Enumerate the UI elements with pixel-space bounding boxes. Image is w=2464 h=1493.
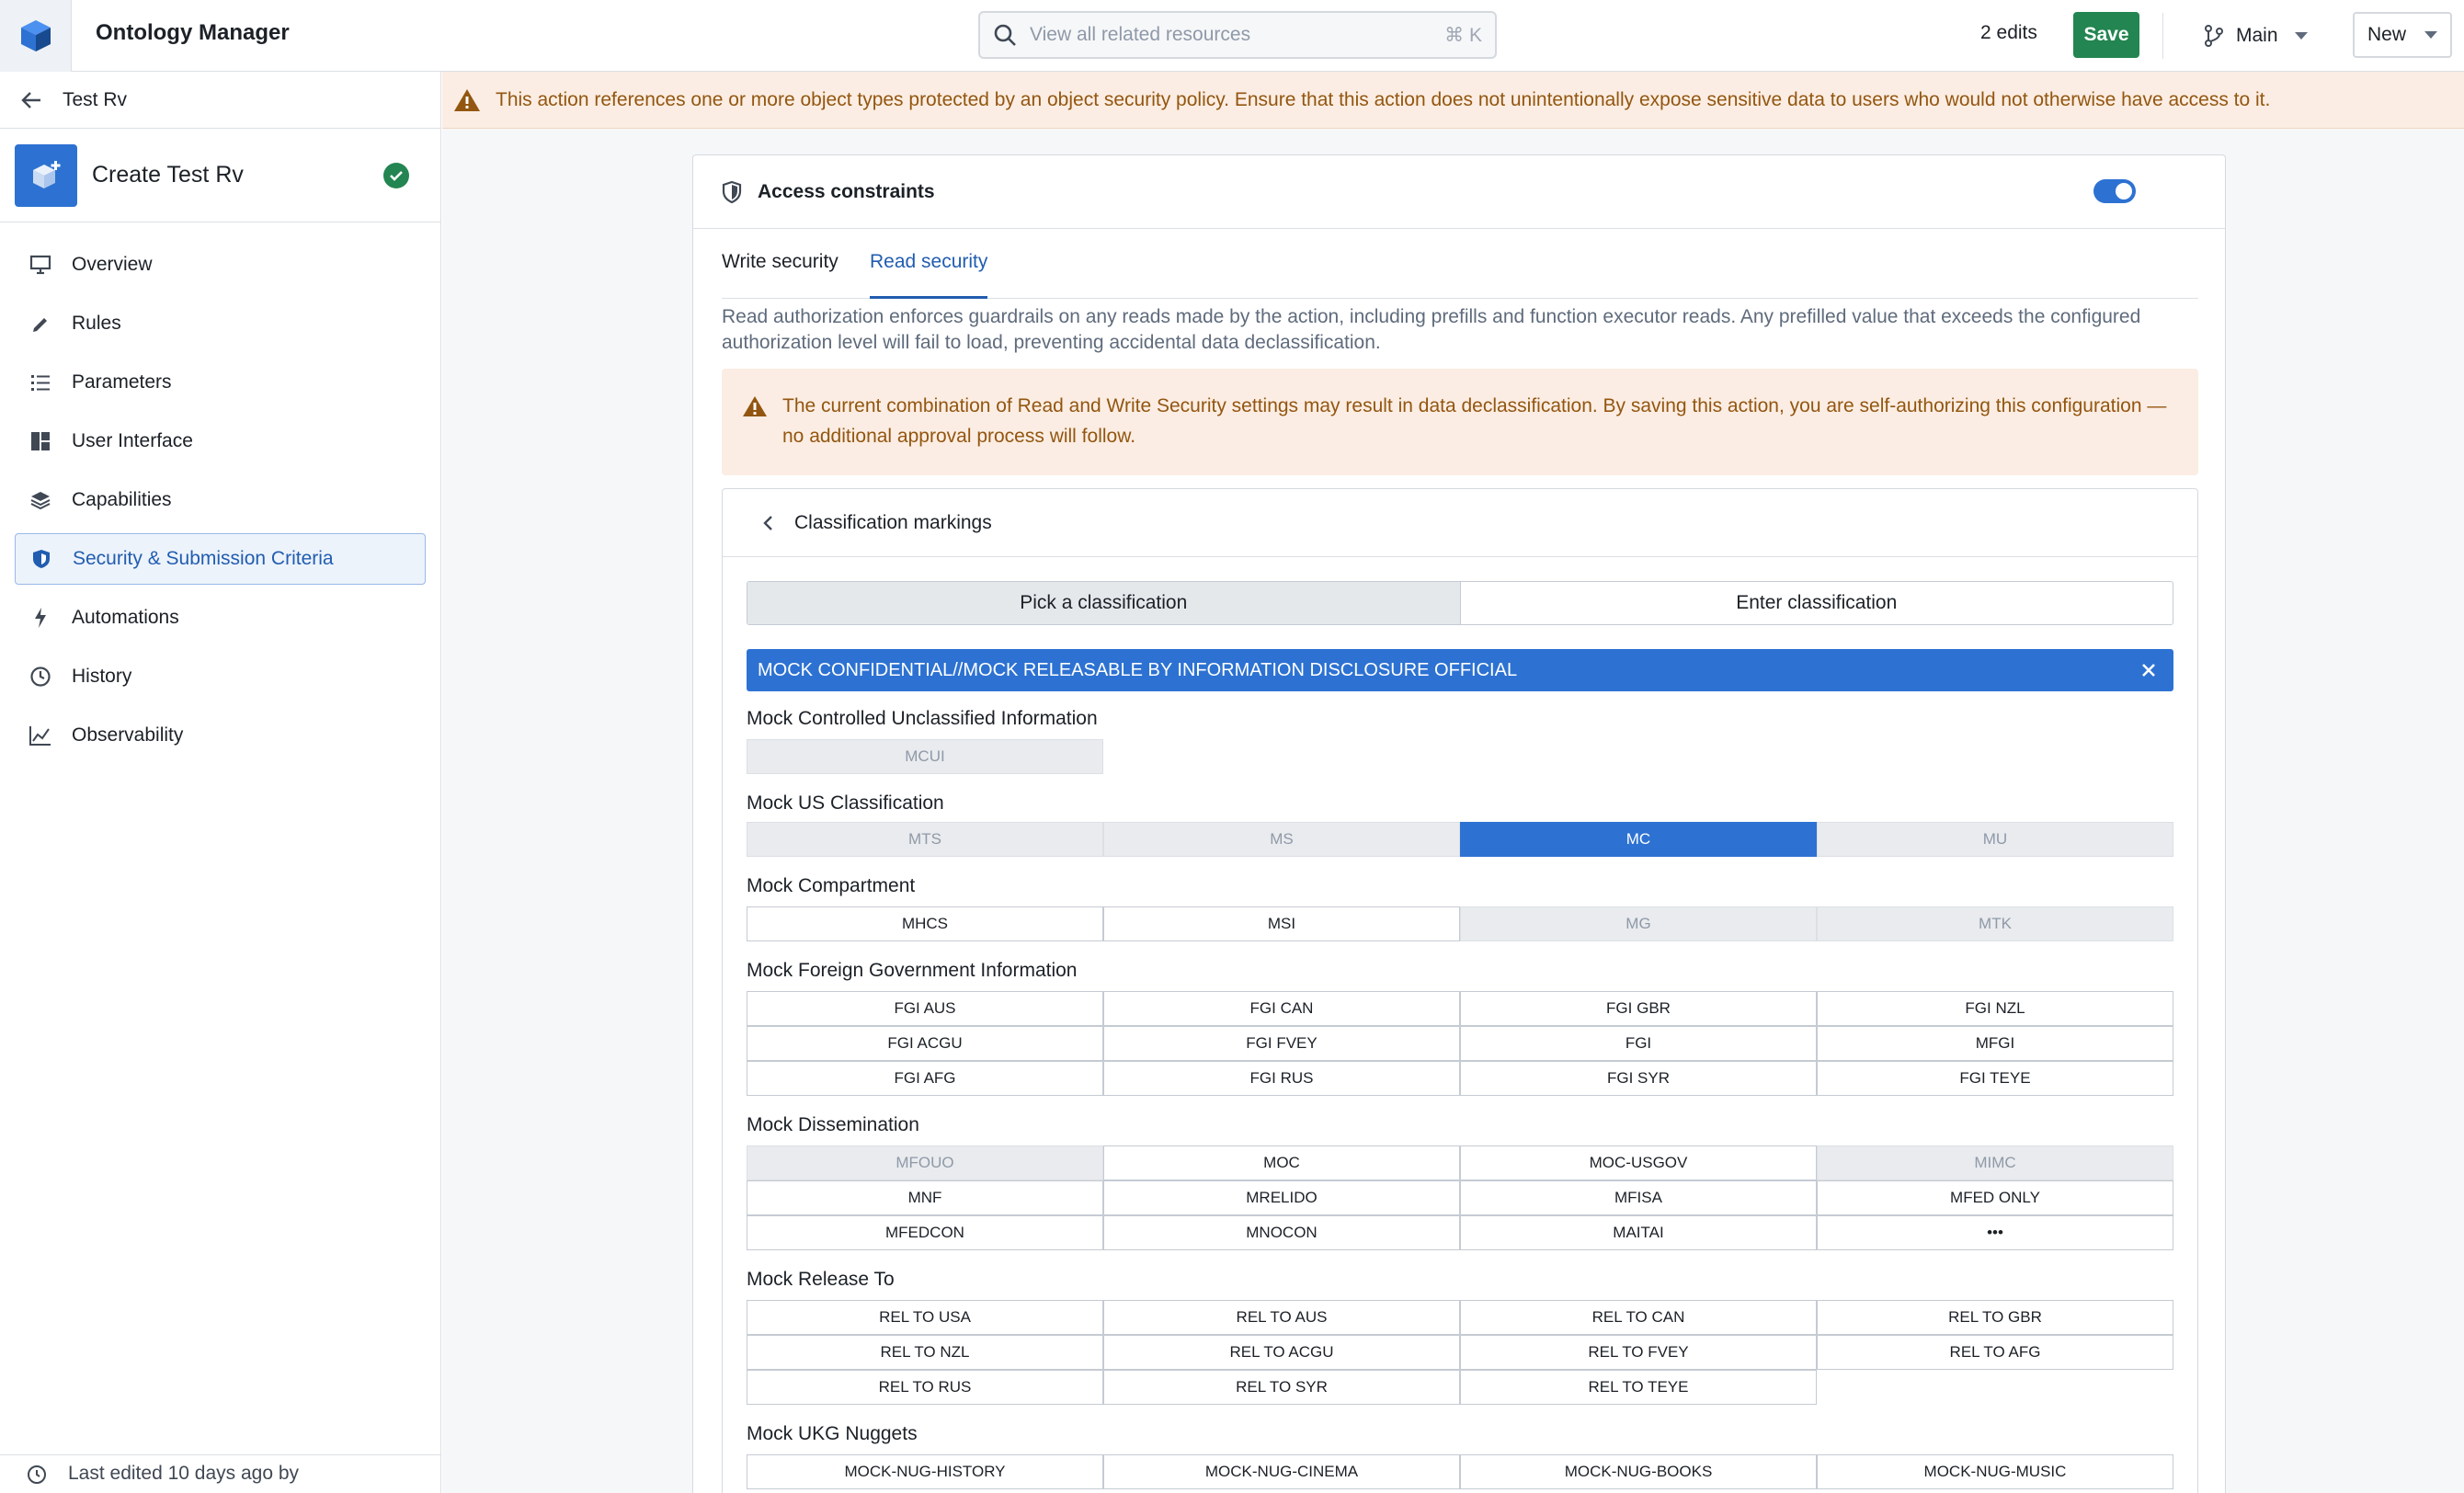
marking-option[interactable]: MTS [747,822,1103,857]
marking-option[interactable]: FGI GBR [1460,991,1817,1026]
sidebar-item-user-interface[interactable] [15,416,426,467]
layout-icon [28,428,53,454]
marking-option[interactable]: FGI AUS [747,991,1103,1026]
marking-option[interactable]: MIMC [1817,1145,2173,1180]
search-input[interactable] [978,11,1497,59]
marking-option[interactable]: MCUI [747,739,1103,774]
security-banner [442,72,2464,129]
group-label-cui: Mock Controlled Unclassified Information [747,708,1098,729]
group-label-dissem: Mock Dissemination [747,1114,919,1135]
marking-option[interactable]: MHCS [747,906,1103,941]
sidebar-item-label: Overview [72,254,153,275]
marking-option[interactable]: REL TO RUS [747,1370,1103,1405]
marking-option[interactable]: FGI NZL [1817,991,2173,1026]
marking-option[interactable]: FGI FVEY [1103,1026,1460,1061]
marking-option[interactable]: MG [1460,906,1817,941]
banner-text: This action references one or more object types protected by an object security policy. Ensure that this action does not unintentionally expose sensitive data to users who would not otherwise have access to it. [496,88,2271,110]
sidebar [0,72,441,1493]
marking-option[interactable]: MOC [1103,1145,1460,1180]
marking-option[interactable]: REL TO FVEY [1460,1335,1817,1370]
sidebar-item-capabilities[interactable] [15,474,426,526]
marking-option[interactable]: REL TO AFG [1817,1335,2173,1370]
sidebar-item-label: Rules [72,313,121,334]
app-title: Ontology Manager [96,20,290,45]
tab-read-security[interactable]: Read security [870,251,987,299]
read-security-description: Read authorization enforces guardrails on any reads made by the action, including prefills and function executor reads. Any prefilled value that exceeds the configured authorization level will fail to load, preventing accidental data declassification. [722,306,2141,353]
marking-option[interactable]: MTK [1817,906,2173,941]
last-edited-text: Last edited 10 days ago by [68,1463,300,1484]
pencil-icon [28,311,53,336]
pick-classification-option[interactable]: Pick a classification [747,582,1461,624]
chevron-down-icon [2424,31,2437,39]
git-branch-icon [2203,24,2225,48]
group-label-release: Mock Release To [747,1269,895,1290]
marking-option[interactable]: MFOUO [747,1145,1103,1180]
marking-option[interactable]: FGI [1460,1026,1817,1061]
marking-option[interactable]: FGI SYR [1460,1061,1817,1096]
marking-option[interactable]: MSI [1103,906,1460,941]
access-constraints-card [692,154,2226,1493]
marking-option[interactable]: MFED ONLY [1817,1180,2173,1215]
group-label-us: Mock US Classification [747,792,944,814]
marking-option[interactable]: MNOCON [1103,1215,1460,1250]
main-content [442,72,2464,1493]
sidebar-item-label: User Interface [72,430,193,451]
edits-count[interactable]: 2 edits [1980,22,2037,43]
marking-option[interactable]: MOC-USGOV [1460,1145,1817,1180]
sidebar-item-label: Observability [72,724,184,746]
sidebar-item-label: Security & Submission Criteria [73,548,334,569]
selected-classification-text: MOCK CONFIDENTIAL//MOCK RELEASABLE BY INFORMATION DISCLOSURE OFFICIAL [758,659,1518,680]
app-logo[interactable] [0,0,72,72]
checkmark-icon [383,163,409,188]
sidebar-item-overview[interactable] [15,239,426,291]
marking-option[interactable]: MC [1460,822,1817,857]
sidebar-item-label: Parameters [72,371,172,393]
clock-icon [28,664,53,690]
marking-option[interactable]: REL TO CAN [1460,1300,1817,1335]
sidebar-item-label: Automations [72,607,179,628]
new-button[interactable] [2353,12,2452,58]
declassification-warning [722,369,2198,475]
marking-option[interactable]: MRELIDO [1103,1180,1460,1215]
classification-mode-selector [747,581,2173,625]
last-edited [0,1454,441,1493]
enter-classification-option[interactable]: Enter classification [1736,592,1898,613]
group-label-nuggets: Mock UKG Nuggets [747,1423,918,1444]
marking-option[interactable]: MU [1817,822,2173,857]
marking-option[interactable]: REL TO GBR [1817,1300,2173,1335]
action-type-icon [15,144,77,207]
arrow-left-icon [20,90,42,110]
marking-option[interactable]: MAITAI [1460,1215,1817,1250]
marking-option[interactable]: FGI RUS [1103,1061,1460,1096]
list-icon [28,370,53,395]
layers-icon [28,487,53,513]
close-icon[interactable] [2140,662,2157,678]
sidebar-item-automations[interactable] [15,592,426,644]
warning-icon [453,87,481,113]
sidebar-item-parameters[interactable] [15,357,426,408]
cube-logo-icon [19,18,52,53]
chevron-left-icon[interactable] [761,514,774,532]
access-constraints-title: Access constraints [758,180,935,202]
marking-option[interactable]: FGI CAN [1103,991,1460,1026]
marking-option[interactable]: ••• [1817,1215,2173,1250]
sidebar-item-label: History [72,666,132,687]
group-label-compartment: Mock Compartment [747,875,916,896]
top-bar [0,0,2464,72]
marking-option[interactable]: MFISA [1460,1180,1817,1215]
classification-markings-card [722,488,2198,1493]
branch-selector[interactable] [2203,13,2308,59]
marking-option[interactable]: FGI ACGU [747,1026,1103,1061]
branch-label: Main [2236,25,2278,46]
marking-option[interactable]: MOCK-NUG-MUSIC [1817,1454,2173,1489]
marking-option[interactable]: FGI AFG [747,1061,1103,1096]
new-label: New [2367,24,2407,45]
classification-header[interactable] [723,489,2197,557]
marking-option[interactable]: REL TO ACGU [1103,1335,1460,1370]
sidebar-item-rules[interactable] [15,298,426,349]
access-constraints-header [693,155,2225,229]
marking-option[interactable]: MS [1103,822,1460,857]
security-tabs [722,240,2198,299]
marking-option[interactable]: MNF [747,1180,1103,1215]
warning-icon [742,394,768,418]
chevron-down-icon [2295,32,2308,40]
history-icon [26,1463,48,1485]
tab-write-security[interactable]: Write security [722,251,838,272]
marking-option[interactable]: REL TO USA [747,1300,1103,1335]
back-label: Test Rv [63,88,128,110]
marking-option[interactable]: MOCK-NUG-HISTORY [747,1454,1103,1489]
warning-text: The current combination of Read and Write Security settings may result in data declassification. By saving this action, you are self-authorizing this configuration — no additional approval process will follow. [782,395,2167,447]
search-shortcut: ⌘ K [1444,24,1482,46]
sidebar-item-security[interactable] [15,533,426,585]
marking-option[interactable]: MOCK-NUG-CINEMA [1103,1454,1460,1489]
shield-icon [29,546,54,572]
action-title: Create Test Rv [92,162,244,188]
shield-icon [721,180,743,204]
marking-option[interactable]: MOCK-NUG-BOOKS [1460,1454,1817,1489]
selected-classification [747,649,2173,691]
marking-option[interactable]: MFGI [1817,1026,2173,1061]
marking-option[interactable]: FGI TEYE [1817,1061,2173,1096]
marking-option[interactable]: REL TO AUS [1103,1300,1460,1335]
bolt-icon [28,605,53,631]
access-constraints-toggle[interactable] [2093,179,2136,203]
sidebar-item-observability[interactable] [15,710,426,761]
search-placeholder: View all related resources [1030,24,1251,45]
save-button[interactable]: Save [2073,12,2139,58]
chart-icon [28,723,53,748]
divider [2162,13,2163,59]
group-label-fgi: Mock Foreign Government Information [747,960,1078,981]
marking-option[interactable]: REL TO TEYE [1460,1370,1817,1405]
marking-option[interactable]: REL TO NZL [747,1335,1103,1370]
sidebar-nav [0,222,440,761]
marking-option[interactable]: REL TO SYR [1103,1370,1460,1405]
desktop-icon [28,252,53,278]
sidebar-item-history[interactable] [15,651,426,702]
sidebar-item-label: Capabilities [72,489,172,510]
search-icon [993,23,1017,47]
back-link[interactable] [0,72,440,129]
classification-title: Classification markings [794,511,992,533]
action-header [0,129,440,222]
marking-option[interactable]: MFEDCON [747,1215,1103,1250]
